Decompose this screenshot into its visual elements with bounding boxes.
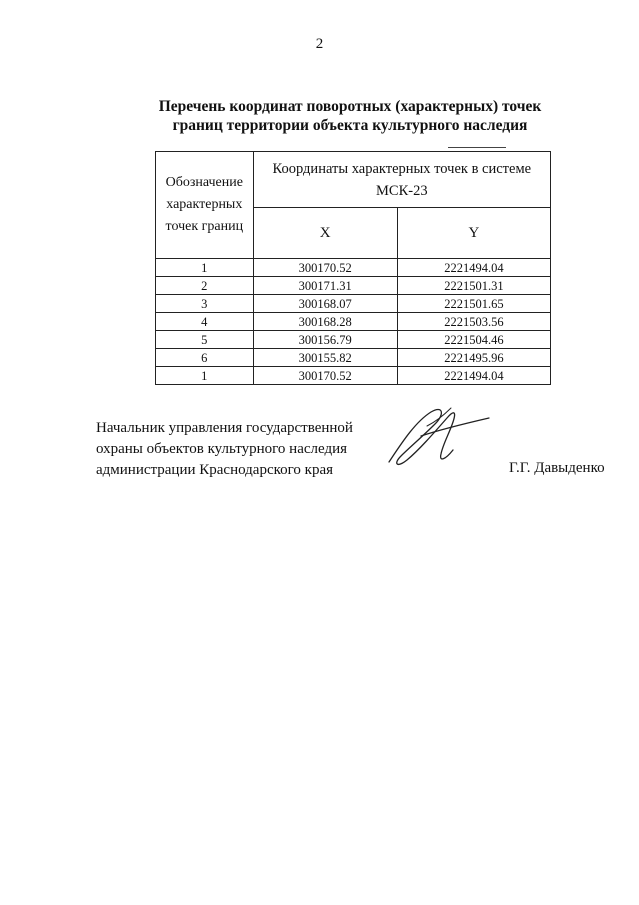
table-top-rule	[448, 147, 506, 148]
header-x: X	[253, 208, 397, 259]
point-cell: 6	[156, 349, 254, 367]
x-cell: 300171.31	[253, 277, 397, 295]
position-line-3: администрации Краснодарского края	[96, 462, 334, 478]
signatory-name: Г.Г. Давыденко	[509, 460, 605, 476]
x-cell: 300168.28	[253, 313, 397, 331]
x-cell: 300168.07	[253, 295, 397, 313]
table-row	[156, 313, 551, 331]
x-cell: 300155.82	[253, 349, 397, 367]
x-cell: 300156.79	[253, 331, 397, 349]
table-row	[156, 277, 551, 295]
y-cell: 2221494.04	[397, 259, 550, 277]
table-row	[156, 259, 551, 277]
y-cell: 2221504.46	[397, 331, 550, 349]
point-cell: 5	[156, 331, 254, 349]
coordinates-table	[155, 151, 551, 385]
position-line-1: Начальник управления государственной	[96, 420, 353, 436]
y-cell: 2221501.31	[397, 277, 550, 295]
title-line-1: Перечень координат поворотных (характерных) точек	[158, 98, 542, 115]
signatory-position	[96, 418, 353, 481]
header-point-designation: Обозначение характерных точек границ	[156, 152, 254, 259]
y-cell: 2221503.56	[397, 313, 550, 331]
point-cell: 2	[156, 277, 254, 295]
point-cell: 1	[156, 259, 254, 277]
header-coordinates-system: Координаты характерных точек в системе МСК-23	[253, 152, 550, 208]
table-row	[156, 295, 551, 313]
table-row	[156, 367, 551, 385]
point-cell: 3	[156, 295, 254, 313]
y-cell: 2221494.04	[397, 367, 550, 385]
title-line-2: границ территории объекта культурного наследия	[172, 117, 528, 134]
document-title	[100, 97, 600, 135]
page-number: 2	[315, 36, 324, 52]
table-row	[156, 349, 551, 367]
x-cell: 300170.52	[253, 259, 397, 277]
point-cell: 4	[156, 313, 254, 331]
position-line-2: охраны объектов культурного наследия	[96, 441, 348, 457]
handwritten-signature	[383, 396, 493, 476]
table-row	[156, 331, 551, 349]
point-cell: 1	[156, 367, 254, 385]
header-y: Y	[397, 208, 550, 259]
y-cell: 2221501.65	[397, 295, 550, 313]
y-cell: 2221495.96	[397, 349, 550, 367]
x-cell: 300170.52	[253, 367, 397, 385]
